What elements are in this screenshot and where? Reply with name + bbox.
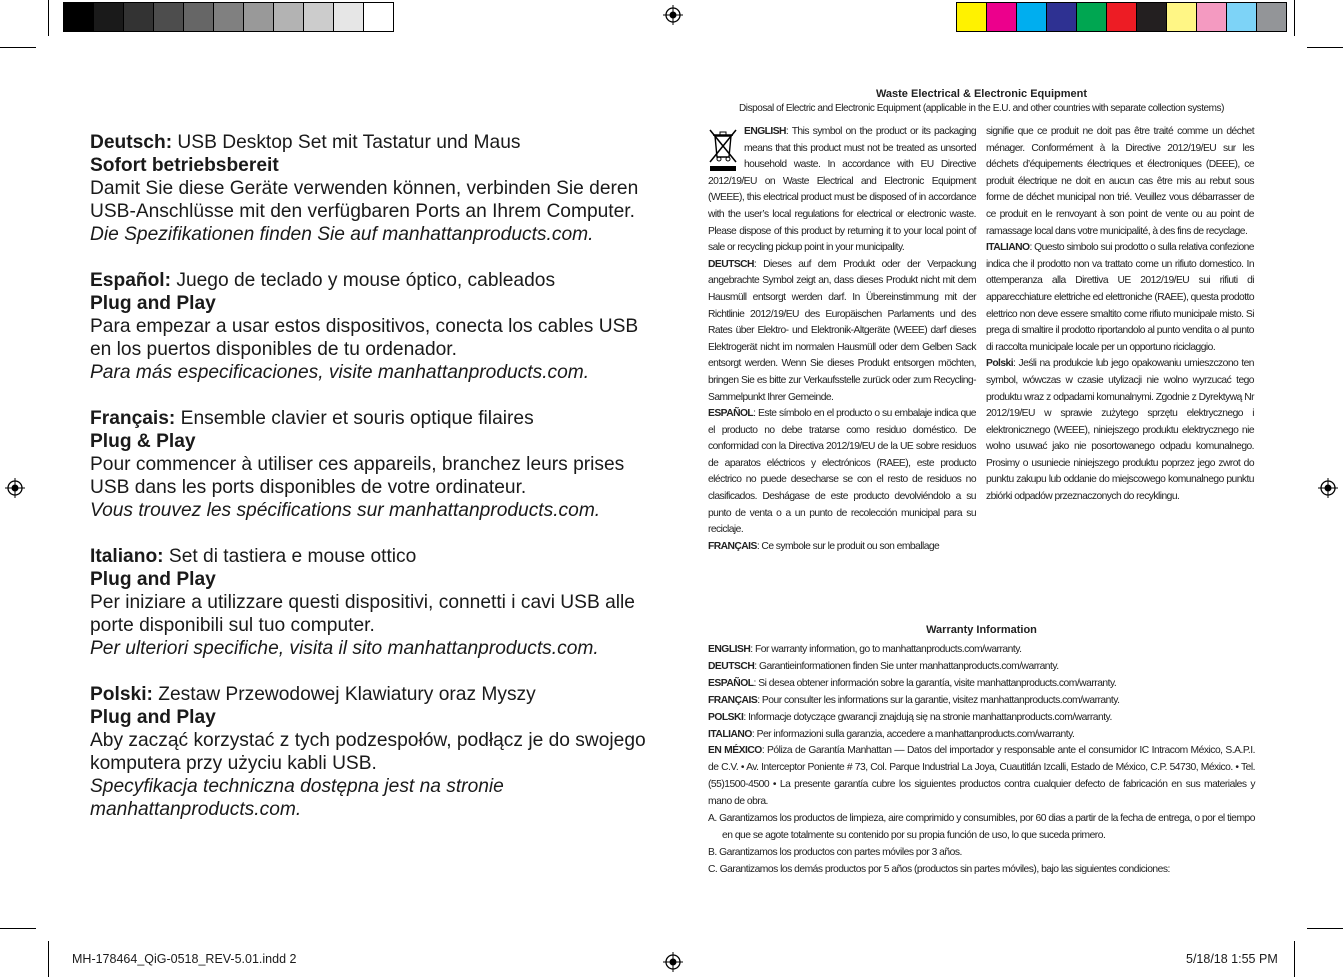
language-name: Polski: — [90, 684, 153, 705]
product-name: Zestaw Przewodowej Klawiatury oraz Myszy — [152, 684, 536, 705]
weee-paragraph-text: : This symbol on the product or its packaging means that this product must not be treated as unsorted household waste. In accordance with EU Directive 2012/19/EU on Waste Electrical and Electronic Equipment (WEEE), this electrical product must be disposed of in accordance with the user’s local regulations for electrical or electronic waste. Please dispose of this product by returning it to your local point of sale or recycling pickup point in your municipality. — [708, 126, 976, 254]
file-slug: MH-178464_QiG-0518_REV-5.01.indd 2 — [72, 952, 297, 966]
color-swatch — [244, 3, 274, 31]
instructions-text: Damit Sie diese Geräte verwenden können, verbinden Sie deren USB-Anschlüsse mit den verfügbaren Ports an Ihrem Computer. — [90, 178, 639, 222]
specs-note: Vous trouvez les spécifications sur manhattanproducts.com. — [90, 500, 601, 521]
weee-paragraph-francais-cont — [986, 124, 1254, 240]
weee-paragraph-text: : Este símbolo en el producto o su embalaje indica que el producto no debe tratarse como residuo doméstico. De conformidad con la Directiva 2012/19/EU de la UE sobre residuos de aparatos eléctricos y electrónicos (RAEE), este producto eléctrico no puede desecharse se con el resto de residuos no clasificados. Deshágase de este producto devolviéndolo a su punto de venta o a un punto de recolección municipal para su reciclaje. — [708, 408, 976, 536]
weee-lang-label: ESPAÑOL — [708, 408, 754, 420]
warranty-item: C. Garantizamos los demás productos por 5 años (productos sin partes móviles), bajo las siguientes condiciones: — [708, 863, 1170, 875]
warranty-lang-label: POLSKI — [708, 711, 744, 723]
color-swatch — [184, 3, 214, 31]
color-swatch — [1077, 3, 1107, 31]
specs-note: Per ulteriori specifiche, visita il sito manhattanproducts.com. — [90, 638, 599, 659]
warranty-line — [708, 710, 1255, 727]
crossed-out-wheelie-bin-icon — [708, 127, 738, 173]
warranty-line — [708, 642, 1255, 659]
language-section-italiano — [90, 545, 650, 660]
section-heading: Plug and Play — [90, 569, 216, 590]
language-section-polski — [90, 683, 650, 821]
warranty-line — [708, 727, 1255, 744]
weee-lang-label: Polski — [986, 358, 1014, 370]
process-color-bar — [956, 2, 1287, 32]
warranty-line — [708, 676, 1255, 693]
color-swatch — [1167, 3, 1197, 31]
warranty-text: : Garantieinformationen finden Sie unter manhattanproducts.com/warranty. — [754, 660, 1059, 672]
registration-mark-icon — [663, 5, 683, 25]
specs-note: Specyfikacja techniczna dostępna jest na stronie manhattanproducts.com. — [90, 776, 504, 820]
language-name: Español: — [90, 270, 172, 291]
warranty-text: : Si desea obtener información sobre la garantía, visite manhattanproducts.com/warranty. — [753, 677, 1117, 689]
warranty-line-mexico — [708, 743, 1255, 811]
warranty-item: A. Garantizamos los productos de limpieza, aire comprimido y consumibles, por 60 dias a partir de la fecha de entrega, o por el tiempo en que se agote totalmente su contenido por su propia función de uso, lo que suceda primero. — [708, 813, 1255, 841]
color-swatch — [364, 3, 393, 31]
section-heading: Sofort betriebsbereit — [90, 155, 279, 176]
weee-notice — [708, 124, 1255, 555]
weee-lang-label: DEUTSCH — [708, 258, 754, 270]
language-name: Italiano: — [90, 546, 164, 567]
registration-mark-icon — [5, 478, 25, 498]
weee-paragraph-text: signifie que ce produit ne doit pas être traité comme un déchet ménager. Conformément à la Directive 2012/19/EU sur les déchets d’équipements électriques et électroniques (DEEE), ce produit électrique ne doit en aucun cas être mis au rebut sous forme de déchet municipal non trié. Veuillez vous débarrasser de ce produit en le renvoyant à son point de vente ou au point de ramassage local dans votre municipalité, à des fins de recyclage. — [986, 126, 1254, 237]
product-name: USB Desktop Set mit Tastatur und Maus — [172, 132, 521, 153]
instructions-text: Pour commencer à utiliser ces appareils, branchez leurs prises USB dans les ports disponibles de votre ordinateur. — [90, 454, 625, 498]
warranty-lang-label: EN MÉXICO — [708, 745, 762, 757]
weee-paragraph-text: : Jeśli na produkcie lub jego opakowaniu umieszczono ten symbol, wówczas w czasie utylizacji nie wolno wyrzucać tego produktu wraz z odpadami komunalnymi. Zgodnie z Dyrektywą Nr 2012/19/EU w sprawie zużytego sprzętu elektrycznego i elektronicznego (WEEE), niniejszego produktu elektrycznego nie wolno usuwać jako nie posortowanego odpadu komunalnego. Prosimy o usuniecie niniejszego produktu poprzez jego zwrot do punktu zakupu lub oddanie do miejscowego komunalnego punktu zbiórki odpadów przeznaczonych do recyklingu. — [986, 358, 1254, 503]
warranty-lang-label: ESPAÑOL — [708, 677, 754, 689]
weee-lang-label: ITALIANO — [986, 242, 1030, 254]
language-section-deutsch — [90, 131, 650, 246]
color-swatch — [1197, 3, 1227, 31]
weee-lang-label: FRANÇAIS — [708, 540, 757, 552]
product-name: Set di tastiera e mouse ottico — [163, 546, 417, 567]
color-swatch — [154, 3, 184, 31]
warranty-lang-label: ITALIANO — [708, 728, 752, 740]
warranty-item: B. Garantizamos los productos con partes móviles por 3 años. — [708, 846, 962, 858]
warranty-text: : For warranty information, go to manhattanproducts.com/warranty. — [750, 644, 1022, 655]
warranty-lang-label: FRANÇAIS — [708, 694, 758, 706]
weee-paragraph-polski — [986, 356, 1254, 505]
product-name: Juego de teclado y mouse óptico, cableados — [171, 270, 556, 291]
color-swatch — [304, 3, 334, 31]
color-swatch — [1227, 3, 1257, 31]
weee-subtitle: Disposal of Electric and Electronic Equipment (applicable in the E.U. and other countries with separate collection systems) — [739, 103, 1224, 114]
section-heading: Plug and Play — [90, 707, 216, 728]
instructions-text: Aby zacząć korzystać z tych podzespołów, podłącz je do swojego komputera przy użyciu kabli USB. — [90, 730, 646, 774]
registration-mark-icon — [663, 952, 683, 972]
weee-paragraph-text: : Questo simbolo sui prodotto o sulla relativa confezione indica che il prodotto non va trattato come un rifiuto domestico. In ottemperanza alla Direttiva UE 2012/19/EU sui rifiuti di apparecchiature elettriche ed elettroniche (RAEE), questa prodotto elettrico non deve essere smaltito come rifiuto municipale misto. Si prega di smaltire il prodotto riportandolo al punto vendita o al punto di raccolta municipale locale per un opportuno riciclaggio. — [986, 242, 1254, 353]
warranty-lang-label: DEUTSCH — [708, 660, 755, 672]
specs-note: Die Spezifikationen finden Sie auf manhattanproducts.com. — [90, 224, 594, 245]
warranty-information — [708, 642, 1255, 879]
section-heading: Plug & Play — [90, 431, 196, 452]
color-swatch — [1137, 3, 1167, 31]
registration-mark-icon — [1318, 478, 1338, 498]
color-swatch — [214, 3, 244, 31]
timestamp-slug: 5/18/18 1:55 PM — [1186, 952, 1278, 966]
weee-paragraph-espanol — [708, 406, 976, 539]
warranty-text: : Informacje dotyczące gwarancji znajdują się na stronie manhattanproducts.com/warranty. — [743, 711, 1112, 723]
color-swatch — [987, 3, 1017, 31]
specs-note: Para más especificaciones, visite manhattanproducts.com. — [90, 362, 590, 383]
warranty-title: Warranty Information — [926, 624, 1037, 636]
language-section-francais — [90, 407, 650, 522]
color-swatch — [94, 3, 124, 31]
color-swatch — [1257, 3, 1286, 31]
warranty-text: : Pour consulter les informations sur la garantie, visitez manhattanproducts.com/warranty. — [757, 694, 1120, 706]
warranty-line — [708, 693, 1255, 710]
color-swatch — [334, 3, 364, 31]
color-swatch — [1017, 3, 1047, 31]
section-heading: Plug and Play — [90, 293, 216, 314]
color-swatch — [957, 3, 987, 31]
weee-paragraph-francais — [708, 539, 976, 556]
quick-install-instructions — [90, 131, 650, 844]
weee-paragraph-text: : Dieses auf dem Produkt oder der Verpackung angebrachte Symbol zeigt an, dass dieses Produkt nicht mit dem Hausmüll entsorgt werden darf. In Übereinstimmung mit der Richtlinie 2012/19/EU des Europäischen Parlaments und des Rates über Elektro- und Elektronik-Altgeräte (WEEE) darf dieses Elektrogerät nicht im normalen Hausmüll oder dem Gelben Sack entsorgt werden. Wenn Sie dieses Produkt entsorgen möchten, bringen Sie es bitte zur Verkaufsstelle zurück oder zum Recycling-Sammelpunkt Ihrer Gemeinde. — [708, 258, 976, 403]
weee-title: Waste Electrical & Electronic Equipment — [875, 88, 1088, 100]
instructions-text: Para empezar a usar estos dispositivos, conecta los cables USB en los puertos disponibles de tu ordenador. — [90, 316, 639, 360]
weee-column-right — [986, 124, 1254, 555]
color-swatch — [124, 3, 154, 31]
color-swatch — [1047, 3, 1077, 31]
warranty-lang-label: ENGLISH — [708, 644, 751, 655]
instructions-text: Per iniziare a utilizzare questi dispositivi, connetti i cavi USB alle porte disponibili sul tuo computer. — [90, 592, 635, 636]
weee-paragraph-italiano — [986, 240, 1254, 356]
language-section-espanol — [90, 269, 650, 384]
color-swatch — [1107, 3, 1137, 31]
grayscale-color-bar — [63, 2, 394, 32]
weee-column-left — [708, 124, 976, 555]
weee-lang-label: ENGLISH — [744, 126, 786, 137]
weee-paragraph-text: : Ce symbole sur le produit ou son emballage — [756, 540, 940, 552]
language-name: Français: — [90, 408, 176, 429]
weee-paragraph-english — [708, 124, 976, 257]
warranty-text: : Póliza de Garantía Manhattan — Datos del importador y responsable ante el consumidor IC Intracom México, S.A.P.I. de C.V. • Av. Interceptor Poniente # 73, Col. Parque Industrial La Joya, Cuautitlán Izcalli, Estado de México, C.P. 54730, México. • Tel. (55)1500-4500 • La presente garantía cubre los siguientes productos contra cualquier defecto de fabricación en sus materiales y mano de obra. — [708, 745, 1255, 808]
weee-paragraph-deutsch — [708, 257, 976, 406]
warranty-line — [708, 659, 1255, 676]
color-swatch — [274, 3, 304, 31]
warranty-text: : Per informazioni sulla garanzia, accedere a manhattanproducts.com/warranty. — [751, 728, 1075, 740]
product-name: Ensemble clavier et souris optique filaires — [175, 408, 534, 429]
color-swatch — [64, 3, 94, 31]
language-name: Deutsch: — [90, 132, 173, 153]
